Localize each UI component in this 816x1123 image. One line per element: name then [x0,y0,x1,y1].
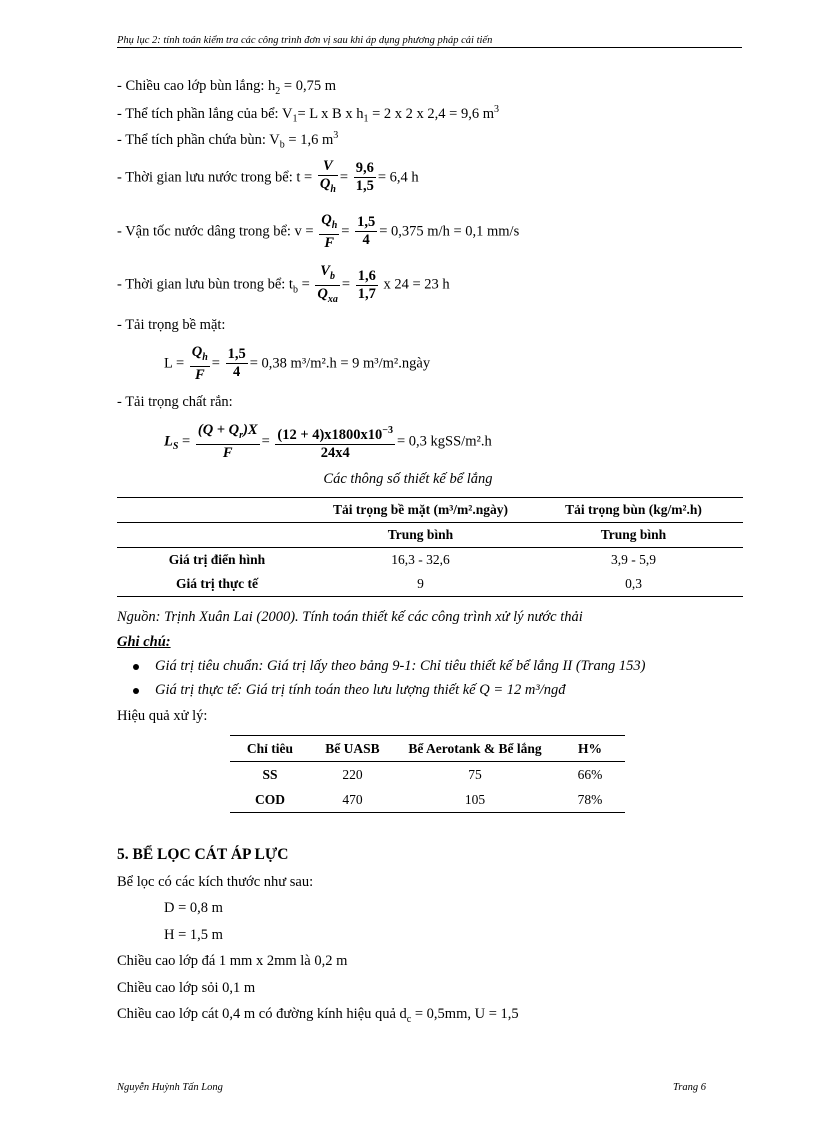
bullet-icon [133,664,139,670]
t-f1-den-sub: h [330,183,336,195]
section5-line3-sub: c [406,1013,412,1025]
t-f2-num: 9,6 [355,160,374,177]
Ls-fraction-numeric [275,422,395,462]
t-post: = 6,4 h [377,169,419,186]
t-f1-den: Q [319,176,331,192]
vb-pre: - Thể tích phần chứa bùn: V [117,131,280,148]
tb-f1-num: V [320,263,330,279]
tb-pre: - Thời gian lưu bùn trong bể: t [117,276,293,293]
bullet-icon [133,688,139,694]
v1-sub2: 1 [363,113,369,125]
table1-row1-v2: 3,9 - 5,9 [524,548,743,573]
line-v1 [117,104,499,125]
table2-r1-c2: 75 [395,762,555,788]
footer-author: Nguyễn Huỳnh Tấn Long [117,1082,223,1093]
v-post: = 0,375 m/h = 0,1 mm/s [379,223,520,240]
table2-r1-c3: 66% [555,762,625,788]
table2-h0: Chỉ tiêu [246,740,294,756]
table1-sub2: Trung bình [524,523,743,548]
t-f1-num: V [318,158,338,176]
v1-mid: = L x B x h [297,105,364,122]
vb-sup: 3 [333,130,339,141]
line-h2 [117,78,336,97]
table1-col1: Tải trọng bề mặt (m³/m².ngày) [333,502,508,517]
Ls-pre: L [164,433,173,450]
table2-r1-c1: 220 [310,762,395,788]
line-tb [117,263,450,308]
Ls-pre-sub: S [172,441,179,453]
t-f2-den: 1,5 [355,178,374,195]
tb-f2-den: 1,7 [357,285,376,302]
table1-header-row [117,498,743,523]
Ls-f1-num: (Q + Q [197,422,240,438]
L-eq: = [211,355,220,372]
L-f1-num-sub: h [202,351,208,363]
tb-f1-den: Q [317,285,328,302]
label-tai-trong-be-mat: - Tải trọng bề mặt: [117,317,226,333]
table1-caption: Các thông số thiết kế bể lắng [323,471,493,487]
table2-r2-c0: COD [255,791,285,807]
table1-sub1: Trung bình [317,523,524,548]
Ls-f2-num: (12 + 4)x1800x10 [277,426,383,443]
v1-pre: - Thể tích phần lắng của bể: V [117,105,293,122]
section5-H: H = 1,5 m [164,927,223,943]
v-f1-den: F [324,234,335,251]
table1-row2-v2: 0,3 [625,576,642,591]
v-f2-num: 1,5 [357,214,376,231]
t-fraction-symbolic [318,158,338,198]
table1-row2-label: Giá trị thực tế [176,576,258,591]
Ls-eq0: = [178,433,191,450]
t-fraction-numeric [354,160,376,195]
L-fraction-numeric [226,346,248,381]
table1-row1-label: Giá trị điển hình [117,548,317,573]
table1-col2: Tải trọng bùn (kg/m².h) [565,502,702,517]
t-eq: = [339,169,349,186]
v-f1-num-sub: h [331,219,338,231]
table2-r2-c3: 78% [577,791,603,807]
h2-pre: - Chiều cao lớp bùn lắng: h [117,78,276,94]
table1-row1-v1: 16,3 - 32,6 [317,548,524,573]
header-rule [117,47,742,48]
table1-corner [117,498,317,523]
page-header: Phụ lục 2: tính toán kiểm tra các công trình đơn vị sau khi áp dụng phương pháp cải tiến [117,35,493,46]
L-pre: L = [164,355,185,372]
section5-line3 [117,1006,519,1025]
section5-line3-pre: Chiều cao lớp cát 0,4 m có đường kính hiệu quả d [117,1006,407,1022]
section5-intro: Bể lọc có các kích thước như sau: [117,874,314,890]
Ls-f1-num-sub: r [239,429,244,441]
L-f2-num: 1,5 [227,346,246,363]
Ls-f2-den: 24x4 [320,444,350,461]
section5-line1: Chiều cao lớp đá 1 mm x 2mm là 0,2 m [117,953,348,969]
table-row [230,787,625,813]
section5-title: 5. BỂ LỌC CÁT ÁP LỰC [117,846,289,863]
v-pre: - Vận tốc nước dâng trong bể: v = [117,223,314,240]
note-item-1: Giá trị tiêu chuẩn: Giá trị lấy theo bảng 9-1: Chỉ tiêu thiết kế bể lắng II (Trang 153) [155,658,646,674]
table2-h3: H% [577,740,602,756]
Ls-fraction-symbolic [196,422,260,462]
table1-sub-corner [117,523,317,548]
note-item-2: Giá trị thực tế: Giá trị tính toán theo lưu lượng thiết kế Q = 12 m³/ngđ [155,682,566,698]
Ls-f1-den: F [222,444,233,461]
t-pre: - Thời gian lưu nước trong bể: t = [117,169,313,186]
table1-row2-v1: 9 [417,576,424,591]
tb-f1-num-sub: b [329,270,335,282]
tb-post: x 24 = 23 h [383,276,450,293]
table1-subheader-row [117,523,743,548]
L-f1-num: Q [191,344,203,360]
line-Ls [164,422,492,462]
v-f2-den: 4 [362,232,370,249]
L-f1-den: F [194,366,205,383]
design-parameters-table [117,497,743,597]
tb-fraction-numeric [356,268,378,303]
line-vb [117,130,338,151]
table2-r2-c1: 470 [342,791,363,807]
v1-post: = 2 x 2 x 2,4 = 9,6 m [368,105,494,122]
vb-post: = 1,6 m [284,131,334,148]
tb-eq: = [341,276,351,293]
section5-D: D = 0,8 m [164,900,223,916]
L-fraction-symbolic [190,344,210,384]
Ls-eq: = [261,433,270,450]
tb-fraction-symbolic [315,263,339,308]
vb-sub: b [279,139,285,151]
table2-header-row [230,736,625,762]
v-f1-num: Q [321,212,332,228]
table-row [117,548,743,573]
efficiency-table [230,735,625,813]
v1-sup: 3 [494,104,499,115]
h2-post: = 0,75 m [280,78,336,94]
h2-sub: 2 [275,85,281,97]
label-tai-trong-chat-ran: - Tải trọng chất rắn: [117,394,233,410]
v-eq: = [341,223,350,240]
v-fraction-symbolic [319,212,339,252]
Ls-post: = 0,3 kgSS/m².h [397,433,492,450]
tb-f2-num: 1,6 [357,267,376,284]
Ls-f1-num-post: )X [243,422,258,438]
tb-eqpre: = [297,276,310,293]
table2-r2-c2: 105 [464,791,486,807]
efficiency-label: Hiệu quả xử lý: [117,708,208,724]
v-fraction-numeric [355,214,377,249]
line-v [117,212,519,252]
section5-line2: Chiều cao lớp sỏi 0,1 m [117,980,256,996]
table-row [230,762,625,788]
line-t [117,158,419,198]
source-note: Nguồn: Trịnh Xuân Lai (2000). Tính toán thiết kế các công trình xử lý nước thải [117,609,583,625]
L-post: = 0,38 m³/m².h = 9 m³/m².ngày [249,355,431,372]
table-row [117,572,743,597]
table2-h2: Bể Aerotank & Bể lắng [408,740,542,756]
notes-title: Ghi chú: [117,634,171,650]
L-f2-den: 4 [233,364,241,381]
line-L [164,344,430,384]
Ls-f2-num-sup: −3 [382,425,393,437]
v1-sub1: 1 [292,113,298,125]
tb-sub: b [292,284,298,296]
table2-h1: Bể UASB [325,740,380,756]
section5-line3-post: = 0,5mm, U = 1,5 [411,1006,519,1022]
tb-f1-den-sub: xa [327,293,338,305]
table2-r1-c0: SS [230,762,310,788]
footer-page: Trang 6 [673,1082,706,1093]
